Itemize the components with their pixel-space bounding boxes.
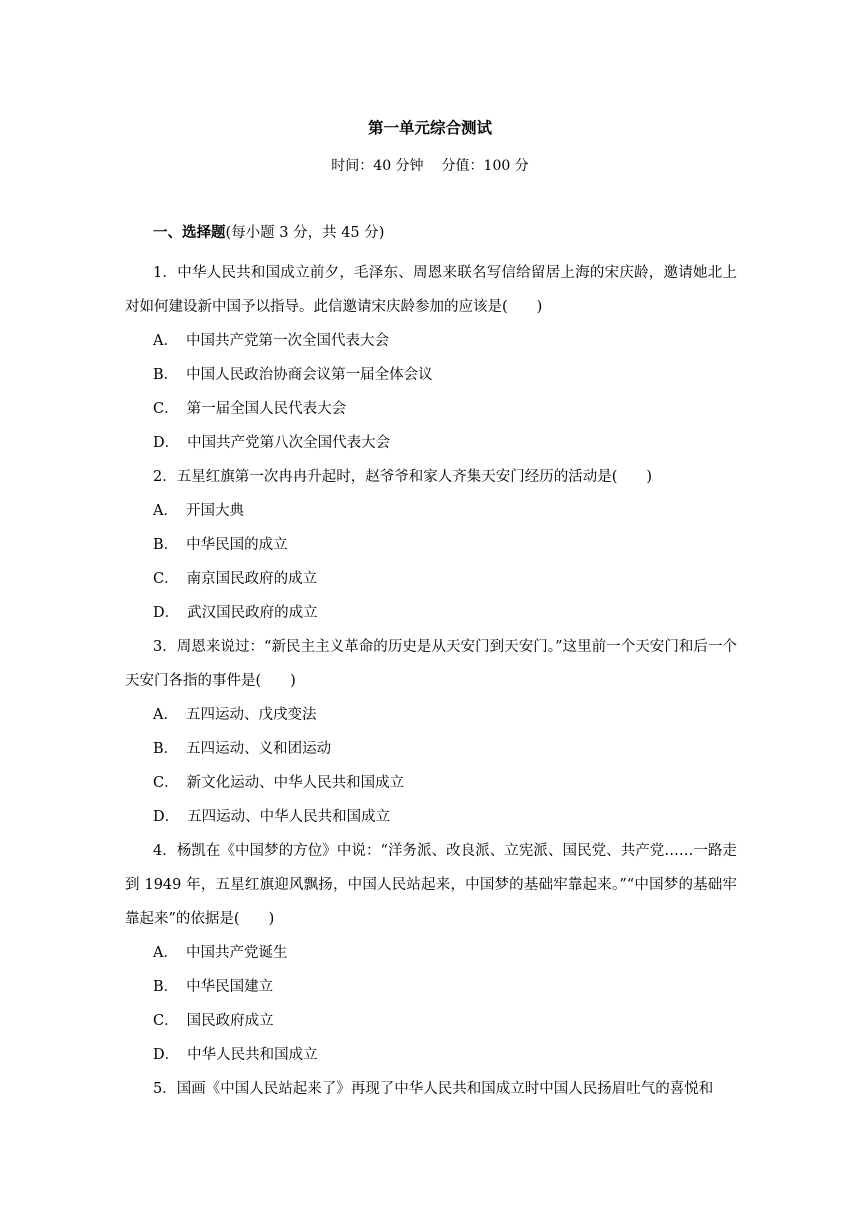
option-letter: D． xyxy=(153,435,180,451)
option-letter: A． xyxy=(153,503,178,519)
question-5 xyxy=(125,1072,737,1106)
exam-score: 分值：100 分 xyxy=(441,158,529,174)
question-stem: 2．五星红旗第一次冉冉升起时，赵爷爷和家人齐集天安门经历的活动是( ) xyxy=(153,469,653,485)
question-stem: 5．国画《中国人民站起来了》再现了中华人民共和国成立时中国人民扬眉吐气的喜悦和 xyxy=(153,1081,714,1097)
exam-time: 时间：40 分钟 xyxy=(331,158,424,174)
option-letter: A． xyxy=(153,707,178,723)
question-1 xyxy=(125,256,737,460)
option-text: 中华人民共和国成立 xyxy=(187,1047,318,1063)
option-letter: D． xyxy=(153,1047,180,1063)
exam-meta xyxy=(0,155,860,177)
option-a[interactable] xyxy=(153,936,737,970)
option-d[interactable] xyxy=(153,426,737,460)
option-text: 南京国民政府的成立 xyxy=(186,571,318,587)
option-text: 中华民国的成立 xyxy=(186,537,288,553)
option-text: 开国大典 xyxy=(185,503,244,519)
section-note: (每小题 3 分，共 45 分) xyxy=(225,225,385,241)
option-letter: D． xyxy=(153,809,180,825)
option-text: 五四运动、戊戌变法 xyxy=(185,707,317,723)
option-letter: A． xyxy=(153,333,178,349)
option-d[interactable] xyxy=(153,1038,737,1072)
option-text: 五四运动、中华人民共和国成立 xyxy=(187,809,391,825)
question-list xyxy=(125,222,737,1106)
option-b[interactable] xyxy=(153,732,737,766)
page-title: 第一单元综合测试 xyxy=(367,119,492,137)
option-text: 武汉国民政府的成立 xyxy=(187,605,318,621)
option-letter: B． xyxy=(153,979,179,995)
option-letter: B． xyxy=(153,367,179,383)
option-b[interactable] xyxy=(153,528,737,562)
option-a[interactable] xyxy=(153,494,737,528)
option-b[interactable] xyxy=(153,358,737,392)
option-letter: A． xyxy=(153,945,178,961)
option-text: 五四运动、义和团运动 xyxy=(186,741,332,757)
option-letter: D． xyxy=(153,605,180,621)
question-stem: 1．中华人民共和国成立前夕，毛泽东、周恩来联名写信给留居上海的宋庆龄，邀请她北上对如何建设新中国予以指导。此信邀请宋庆龄参加的应该是( ) xyxy=(125,265,737,315)
option-letter: C． xyxy=(153,1013,179,1029)
question-stem: 4．杨凯在《中国梦的方位》中说：“洋务派、改良派、立宪派、国民党、共产党……一路走到 1949 年，五星红旗迎风飘扬，中国人民站起来，中国梦的基础牢靠起来。”“中国梦的基础牢靠起来”的依据是( ) xyxy=(125,843,737,927)
question-4 xyxy=(125,834,737,1072)
option-c[interactable] xyxy=(153,1004,737,1038)
option-text: 中华民国建立 xyxy=(186,979,274,995)
option-text: 中国共产党诞生 xyxy=(185,945,288,961)
option-letter: B． xyxy=(153,741,179,757)
question-3 xyxy=(125,630,737,834)
option-a[interactable] xyxy=(153,698,737,732)
section-title: 一、选择题 xyxy=(153,225,226,241)
option-letter: C． xyxy=(153,401,179,417)
option-text: 中国共产党第八次全国代表大会 xyxy=(187,435,391,451)
option-d[interactable] xyxy=(153,596,737,630)
option-a[interactable] xyxy=(153,324,737,358)
option-text: 新文化运动、中华人民共和国成立 xyxy=(186,775,405,791)
question-2 xyxy=(125,460,737,630)
option-text: 国民政府成立 xyxy=(186,1013,274,1029)
section-heading xyxy=(153,222,737,244)
option-c[interactable] xyxy=(153,766,737,800)
option-c[interactable] xyxy=(153,392,737,426)
option-letter: C． xyxy=(153,571,179,587)
option-text: 第一届全国人民代表大会 xyxy=(186,401,347,417)
option-c[interactable] xyxy=(153,562,737,596)
option-letter: B． xyxy=(153,537,179,553)
question-stem: 3．周恩来说过：“新民主主义革命的历史是从天安门到天安门。”这里前一个天安门和后一个天安门各指的事件是( ) xyxy=(125,639,737,689)
option-text: 中国人民政治协商会议第一届全体会议 xyxy=(186,367,433,383)
option-d[interactable] xyxy=(153,800,737,834)
option-b[interactable] xyxy=(153,970,737,1004)
option-letter: C． xyxy=(153,775,179,791)
option-text: 中国共产党第一次全国代表大会 xyxy=(185,333,389,349)
